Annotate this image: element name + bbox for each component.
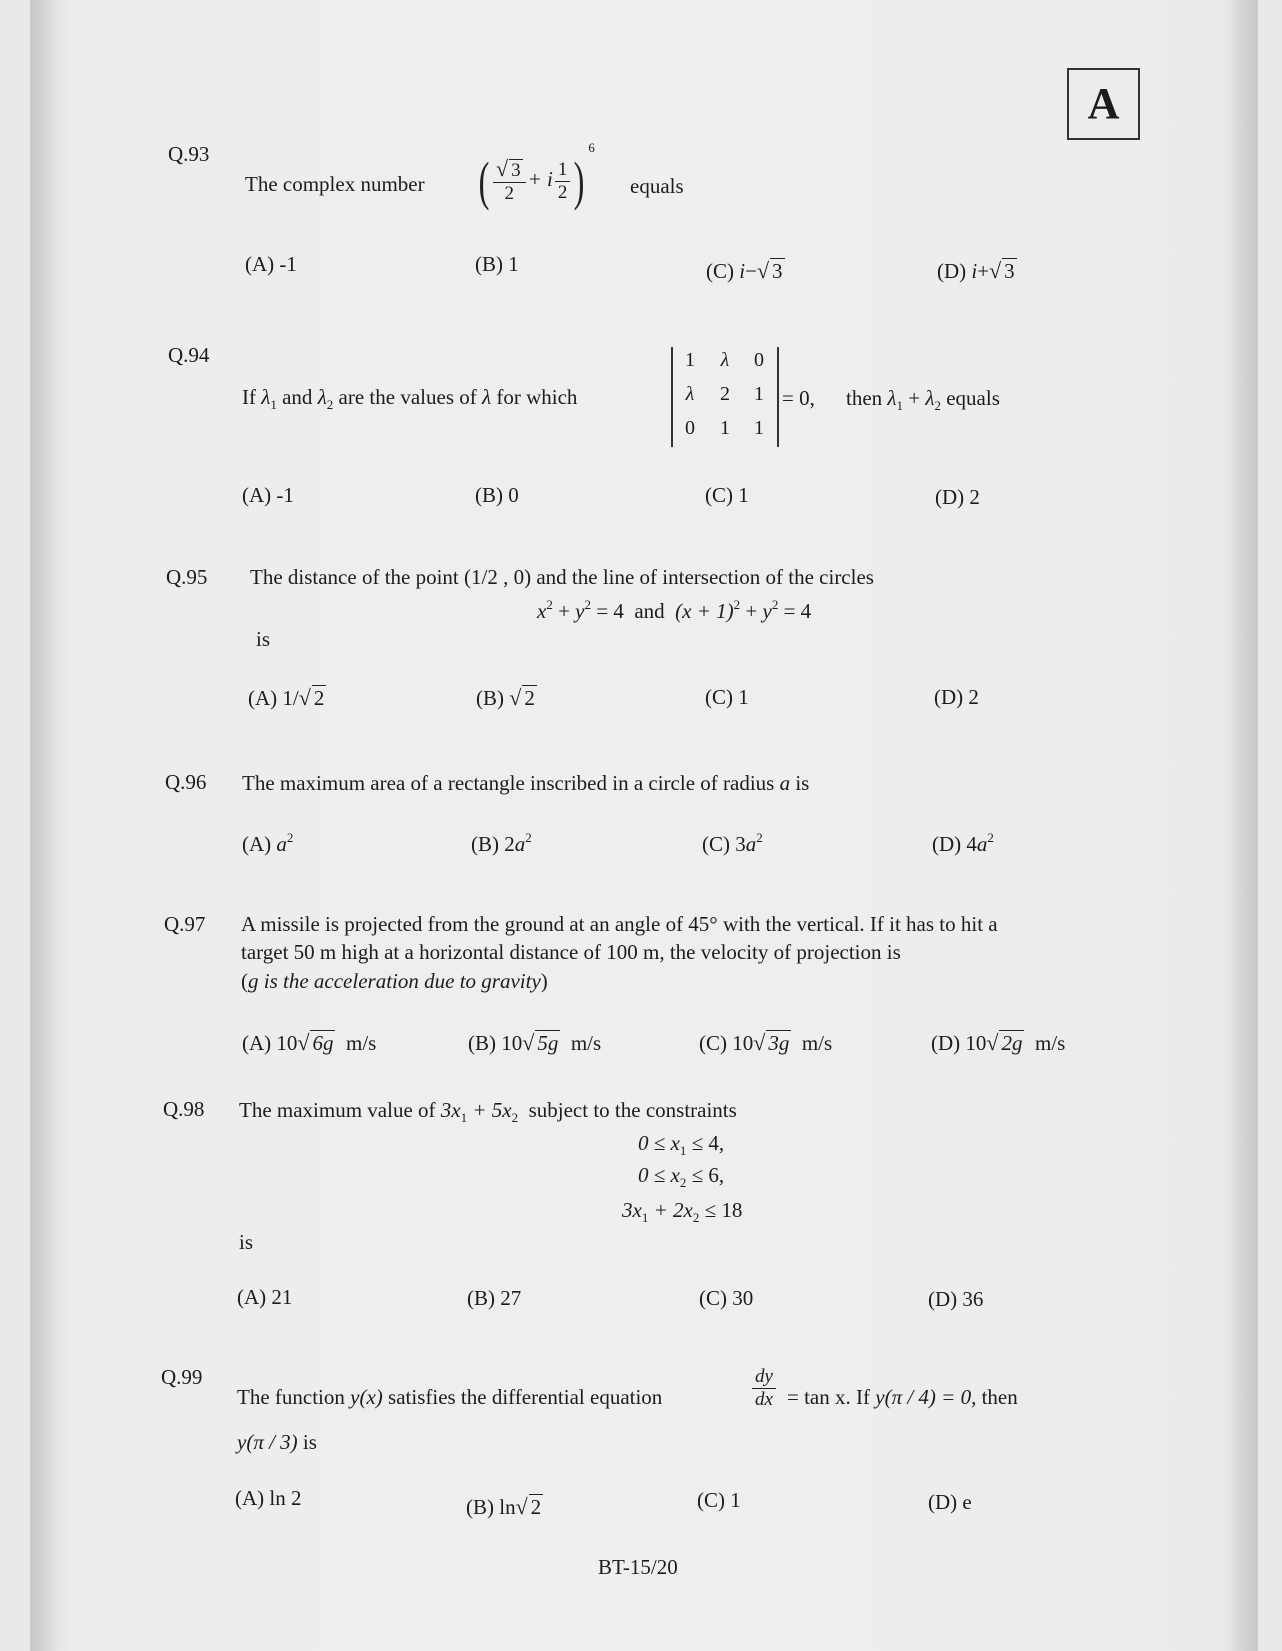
question-number-97: Q.97	[164, 912, 206, 936]
q97-line-3: (g is the acceleration due to gravity)	[241, 969, 548, 993]
q94-equals-zero: = 0,	[782, 386, 815, 410]
paper-set-marker: A	[1067, 68, 1140, 140]
q94-determinant	[671, 347, 779, 447]
q93-option-b: (B) 1	[475, 252, 519, 276]
q93-fraction-2: $\frac{1}{2}$	[555, 159, 571, 204]
q94-option-c: (C) 1	[705, 483, 749, 507]
q97-option-c: (C) 10√ 3g m/s	[699, 1030, 833, 1055]
q98-option-c: (C) 30	[699, 1286, 754, 1310]
det-cell: λ	[685, 383, 695, 405]
q95-equations: $x^2 + y^2 = 4$ and $(x + 1)^2 + y^2 = 4$	[537, 597, 812, 623]
det-cell: 1	[720, 417, 730, 439]
q96-option-b: (B) $2a^2$	[471, 830, 532, 856]
q94-text: If $\lambda_1$ and $\lambda_2$ are the values of λ for which	[242, 385, 578, 412]
q98-option-b: (B) 27	[467, 1286, 522, 1310]
page-edge-left	[30, 0, 60, 1651]
q99-option-a: (A) ln 2	[235, 1486, 302, 1510]
q95-option-d: (D) 2	[934, 685, 979, 709]
q99-text: The function y(x) satisfies the differential equation	[237, 1385, 663, 1409]
q95-text: The distance of the point (1/2 , 0) and the line of intersection of the circles	[250, 565, 874, 589]
q96-option-a: (A) $a^2$	[242, 830, 294, 856]
q97-line-2: target 50 m high at a horizontal distance of 100 m, the velocity of projection is	[241, 940, 901, 964]
q95-option-b: (B) √ 2	[476, 685, 535, 710]
det-cell: 1	[685, 349, 695, 371]
q94-option-b: (B) 0	[475, 483, 519, 507]
det-cell: 0	[754, 349, 764, 371]
q93-text-equals: equals	[630, 174, 684, 198]
q93-option-c: (C) i−√ 3	[706, 258, 783, 283]
question-number-95: Q.95	[166, 565, 208, 589]
question-number-96: Q.96	[165, 770, 207, 794]
q99-equation: = tan x. If y(π / 4) = 0, then	[787, 1385, 1018, 1409]
q99-option-b: (B) ln√ 2	[466, 1494, 542, 1519]
q98-text-is: is	[239, 1230, 254, 1254]
q96-option-c: (C) $3a^2$	[702, 830, 763, 856]
q97-option-a: (A) 10√ 6g m/s	[242, 1030, 377, 1055]
q99-option-d: (D) e	[928, 1490, 972, 1514]
q95-option-c: (C) 1	[705, 685, 749, 709]
question-number-94: Q.94	[168, 343, 210, 367]
q97-line-1: A missile is projected from the ground at an angle of 45° with the vertical. If it has to hit a	[241, 912, 998, 936]
q97-option-b: (B) 10√ 5g m/s	[468, 1030, 602, 1055]
q93-fraction-1: $\frac{√ 3}{2}$	[493, 158, 526, 205]
det-cell: λ	[720, 349, 730, 371]
det-cell: 1	[754, 383, 764, 405]
q93-option-d: (D) i+√ 3	[937, 258, 1015, 283]
page-footer-code: BT-15/20	[598, 1555, 678, 1579]
q98-constraint-2: $0 \le x_2 \le 6$,	[638, 1163, 725, 1190]
det-cell: 1	[754, 417, 764, 439]
q93-expression: ( $\frac{√ 3}{2}$ + i $\frac{1}{2}$ )$^6$	[478, 140, 595, 212]
q99-derivative: $\frac{dy}{dx}$	[752, 1366, 776, 1411]
q98-constraint-1: $0 \le x_1 \le 4$,	[638, 1131, 725, 1158]
page-edge-right	[1228, 0, 1258, 1651]
q99-option-c: (C) 1	[697, 1488, 741, 1512]
q93-option-a: (A) -1	[245, 252, 297, 276]
q94-then-expression: then $\lambda_1 + \lambda_2$ equals	[846, 386, 1000, 413]
q94-option-a: (A) -1	[242, 483, 294, 507]
q98-option-d: (D) 36	[928, 1287, 984, 1311]
q95-option-a: (A) 1/√ 2	[248, 685, 325, 710]
q94-option-d: (D) 2	[935, 485, 980, 509]
det-cell: 0	[685, 417, 695, 439]
q96-text: The maximum area of a rectangle inscribed in a circle of radius a is	[242, 771, 810, 795]
det-cell: 2	[720, 383, 730, 405]
q98-constraint-3: $3x_1 + 2x_2 \le 18$	[622, 1198, 743, 1225]
q98-text: The maximum value of $3x_1 + 5x_2$ subject to the constraints	[239, 1098, 737, 1125]
q99-line-2: y(π / 3) is	[237, 1430, 317, 1454]
question-number-99: Q.99	[161, 1365, 203, 1389]
q98-option-a: (A) 21	[237, 1285, 293, 1309]
q96-option-d: (D) $4a^2$	[932, 830, 994, 856]
q95-text-is: is	[256, 627, 271, 651]
q97-option-d: (D) 10√ 2g m/s	[931, 1030, 1066, 1055]
q93-text: The complex number	[245, 172, 425, 196]
question-number-93: Q.93	[168, 142, 210, 166]
question-number-98: Q.98	[163, 1097, 205, 1121]
